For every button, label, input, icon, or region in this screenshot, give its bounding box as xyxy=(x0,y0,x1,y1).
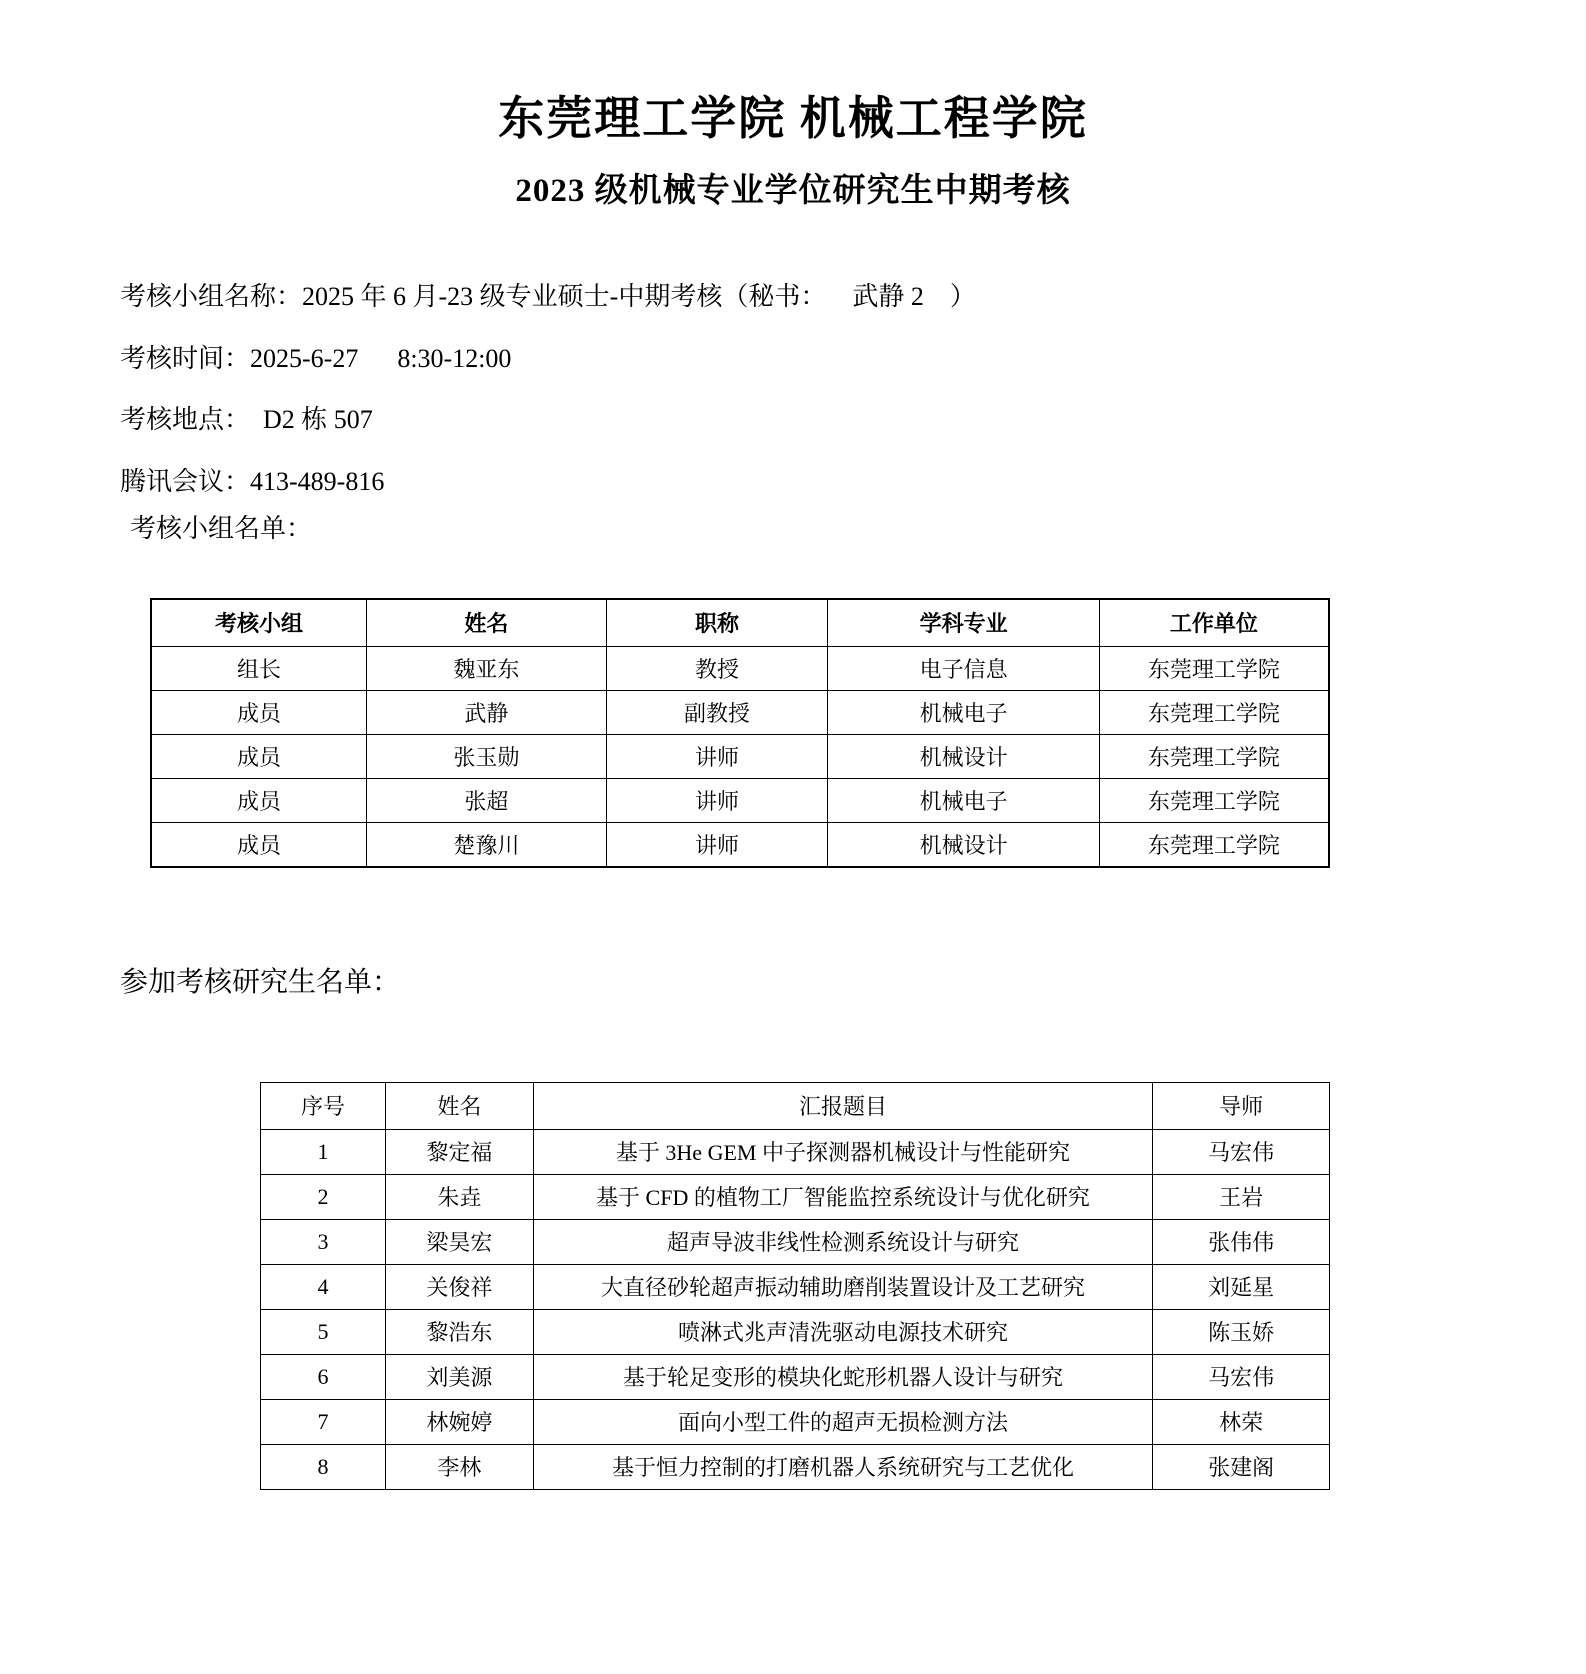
table-row xyxy=(151,646,1329,690)
table-row xyxy=(151,734,1329,778)
table-row xyxy=(261,1219,1330,1264)
table-row xyxy=(151,690,1329,734)
students-cell: 大直径砂轮超声振动辅助磨削装置设计及工艺研究 xyxy=(533,1264,1152,1309)
table-header-row xyxy=(261,1082,1330,1129)
committee-cell: 武静 xyxy=(367,690,607,734)
students-cell: 基于轮足变形的模块化蛇形机器人设计与研究 xyxy=(533,1354,1152,1399)
students-list-label: 参加考核研究生名单： xyxy=(120,966,401,998)
table-row xyxy=(261,1354,1330,1399)
students-cell: 喷淋式兆声清洗驱动电源技术研究 xyxy=(533,1309,1152,1354)
students-cell: 超声导波非线性检测系统设计与研究 xyxy=(533,1219,1152,1264)
committee-cell: 张超 xyxy=(367,778,607,822)
committee-cell: 组长 xyxy=(151,646,367,690)
students-header-cell: 姓名 xyxy=(385,1082,533,1129)
table-row xyxy=(261,1174,1330,1219)
committee-header-cell: 考核小组 xyxy=(151,599,367,647)
students-cell: 基于 CFD 的植物工厂智能监控系统设计与优化研究 xyxy=(533,1174,1152,1219)
committee-cell: 讲师 xyxy=(606,822,828,867)
table-row xyxy=(261,1264,1330,1309)
students-header-cell: 序号 xyxy=(261,1082,386,1129)
committee-cell: 机械电子 xyxy=(828,778,1100,822)
students-cell: 关俊祥 xyxy=(385,1264,533,1309)
committee-cell: 机械设计 xyxy=(828,822,1100,867)
page-subtitle: 2023 级机械专业学位研究生中期考核 xyxy=(515,172,1071,209)
students-cell: 黎浩东 xyxy=(385,1309,533,1354)
students-cell: 朱垚 xyxy=(385,1174,533,1219)
students-cell: 8 xyxy=(261,1444,386,1489)
page-title: 东莞理工学院 机械工程学院 xyxy=(498,93,1088,144)
table-row xyxy=(261,1309,1330,1354)
students-header-cell: 导师 xyxy=(1153,1082,1330,1129)
committee-cell: 成员 xyxy=(151,822,367,867)
meta-group-name: 考核小组名称：2025 年 6 月-23 级专业硕士-中期考核（秘书： 武静 2 ） xyxy=(120,282,976,312)
committee-cell: 讲师 xyxy=(606,734,828,778)
committee-cell: 成员 xyxy=(151,690,367,734)
table-row xyxy=(261,1129,1330,1174)
committee-header-cell: 职称 xyxy=(606,599,828,647)
students-cell: 黎定福 xyxy=(385,1129,533,1174)
students-cell: 王岩 xyxy=(1153,1174,1330,1219)
committee-cell: 机械电子 xyxy=(828,690,1100,734)
committee-cell: 机械设计 xyxy=(828,734,1100,778)
committee-cell: 东莞理工学院 xyxy=(1099,646,1329,690)
committee-cell: 东莞理工学院 xyxy=(1099,822,1329,867)
table-row xyxy=(261,1399,1330,1444)
students-cell: 林婉婷 xyxy=(385,1399,533,1444)
students-cell: 基于 3He GEM 中子探测器机械设计与性能研究 xyxy=(533,1129,1152,1174)
students-cell: 刘延星 xyxy=(1153,1264,1330,1309)
committee-cell: 魏亚东 xyxy=(367,646,607,690)
students-cell: 3 xyxy=(261,1219,386,1264)
table-row xyxy=(151,822,1329,867)
students-table xyxy=(260,1082,1330,1490)
students-cell: 李林 xyxy=(385,1444,533,1489)
meta-place: 考核地点： D2 栋 507 xyxy=(120,405,373,435)
meta-time: 考核时间：2025-6-27 8:30-12:00 xyxy=(120,343,512,373)
committee-cell: 东莞理工学院 xyxy=(1099,778,1329,822)
students-cell: 6 xyxy=(261,1354,386,1399)
students-cell: 1 xyxy=(261,1129,386,1174)
committee-list-label: 考核小组名单： xyxy=(130,514,313,544)
committee-table xyxy=(150,598,1330,868)
students-cell: 张建阁 xyxy=(1153,1444,1330,1489)
students-cell: 2 xyxy=(261,1174,386,1219)
committee-cell: 教授 xyxy=(606,646,828,690)
committee-header-cell: 工作单位 xyxy=(1099,599,1329,647)
students-cell: 林荣 xyxy=(1153,1399,1330,1444)
students-cell: 陈玉娇 xyxy=(1153,1309,1330,1354)
committee-cell: 张玉勋 xyxy=(367,734,607,778)
table-row xyxy=(261,1444,1330,1489)
table-header-row xyxy=(151,599,1329,647)
students-cell: 7 xyxy=(261,1399,386,1444)
committee-header-cell: 姓名 xyxy=(367,599,607,647)
students-cell: 基于恒力控制的打磨机器人系统研究与工艺优化 xyxy=(533,1444,1152,1489)
meta-block xyxy=(120,274,1476,550)
committee-cell: 副教授 xyxy=(606,690,828,734)
students-cell: 马宏伟 xyxy=(1153,1354,1330,1399)
committee-cell: 东莞理工学院 xyxy=(1099,690,1329,734)
students-cell: 4 xyxy=(261,1264,386,1309)
students-cell: 张伟伟 xyxy=(1153,1219,1330,1264)
committee-header-cell: 学科专业 xyxy=(828,599,1100,647)
students-cell: 刘美源 xyxy=(385,1354,533,1399)
committee-cell: 电子信息 xyxy=(828,646,1100,690)
students-header-cell: 汇报题目 xyxy=(533,1082,1152,1129)
students-cell: 面向小型工件的超声无损检测方法 xyxy=(533,1399,1152,1444)
committee-cell: 讲师 xyxy=(606,778,828,822)
committee-cell: 成员 xyxy=(151,734,367,778)
students-cell: 5 xyxy=(261,1309,386,1354)
table-row xyxy=(151,778,1329,822)
committee-cell: 楚豫川 xyxy=(367,822,607,867)
committee-cell: 东莞理工学院 xyxy=(1099,734,1329,778)
committee-cell: 成员 xyxy=(151,778,367,822)
students-cell: 梁昊宏 xyxy=(385,1219,533,1264)
students-cell: 马宏伟 xyxy=(1153,1129,1330,1174)
meta-meeting: 腾讯会议：413-489-816 xyxy=(120,466,385,496)
